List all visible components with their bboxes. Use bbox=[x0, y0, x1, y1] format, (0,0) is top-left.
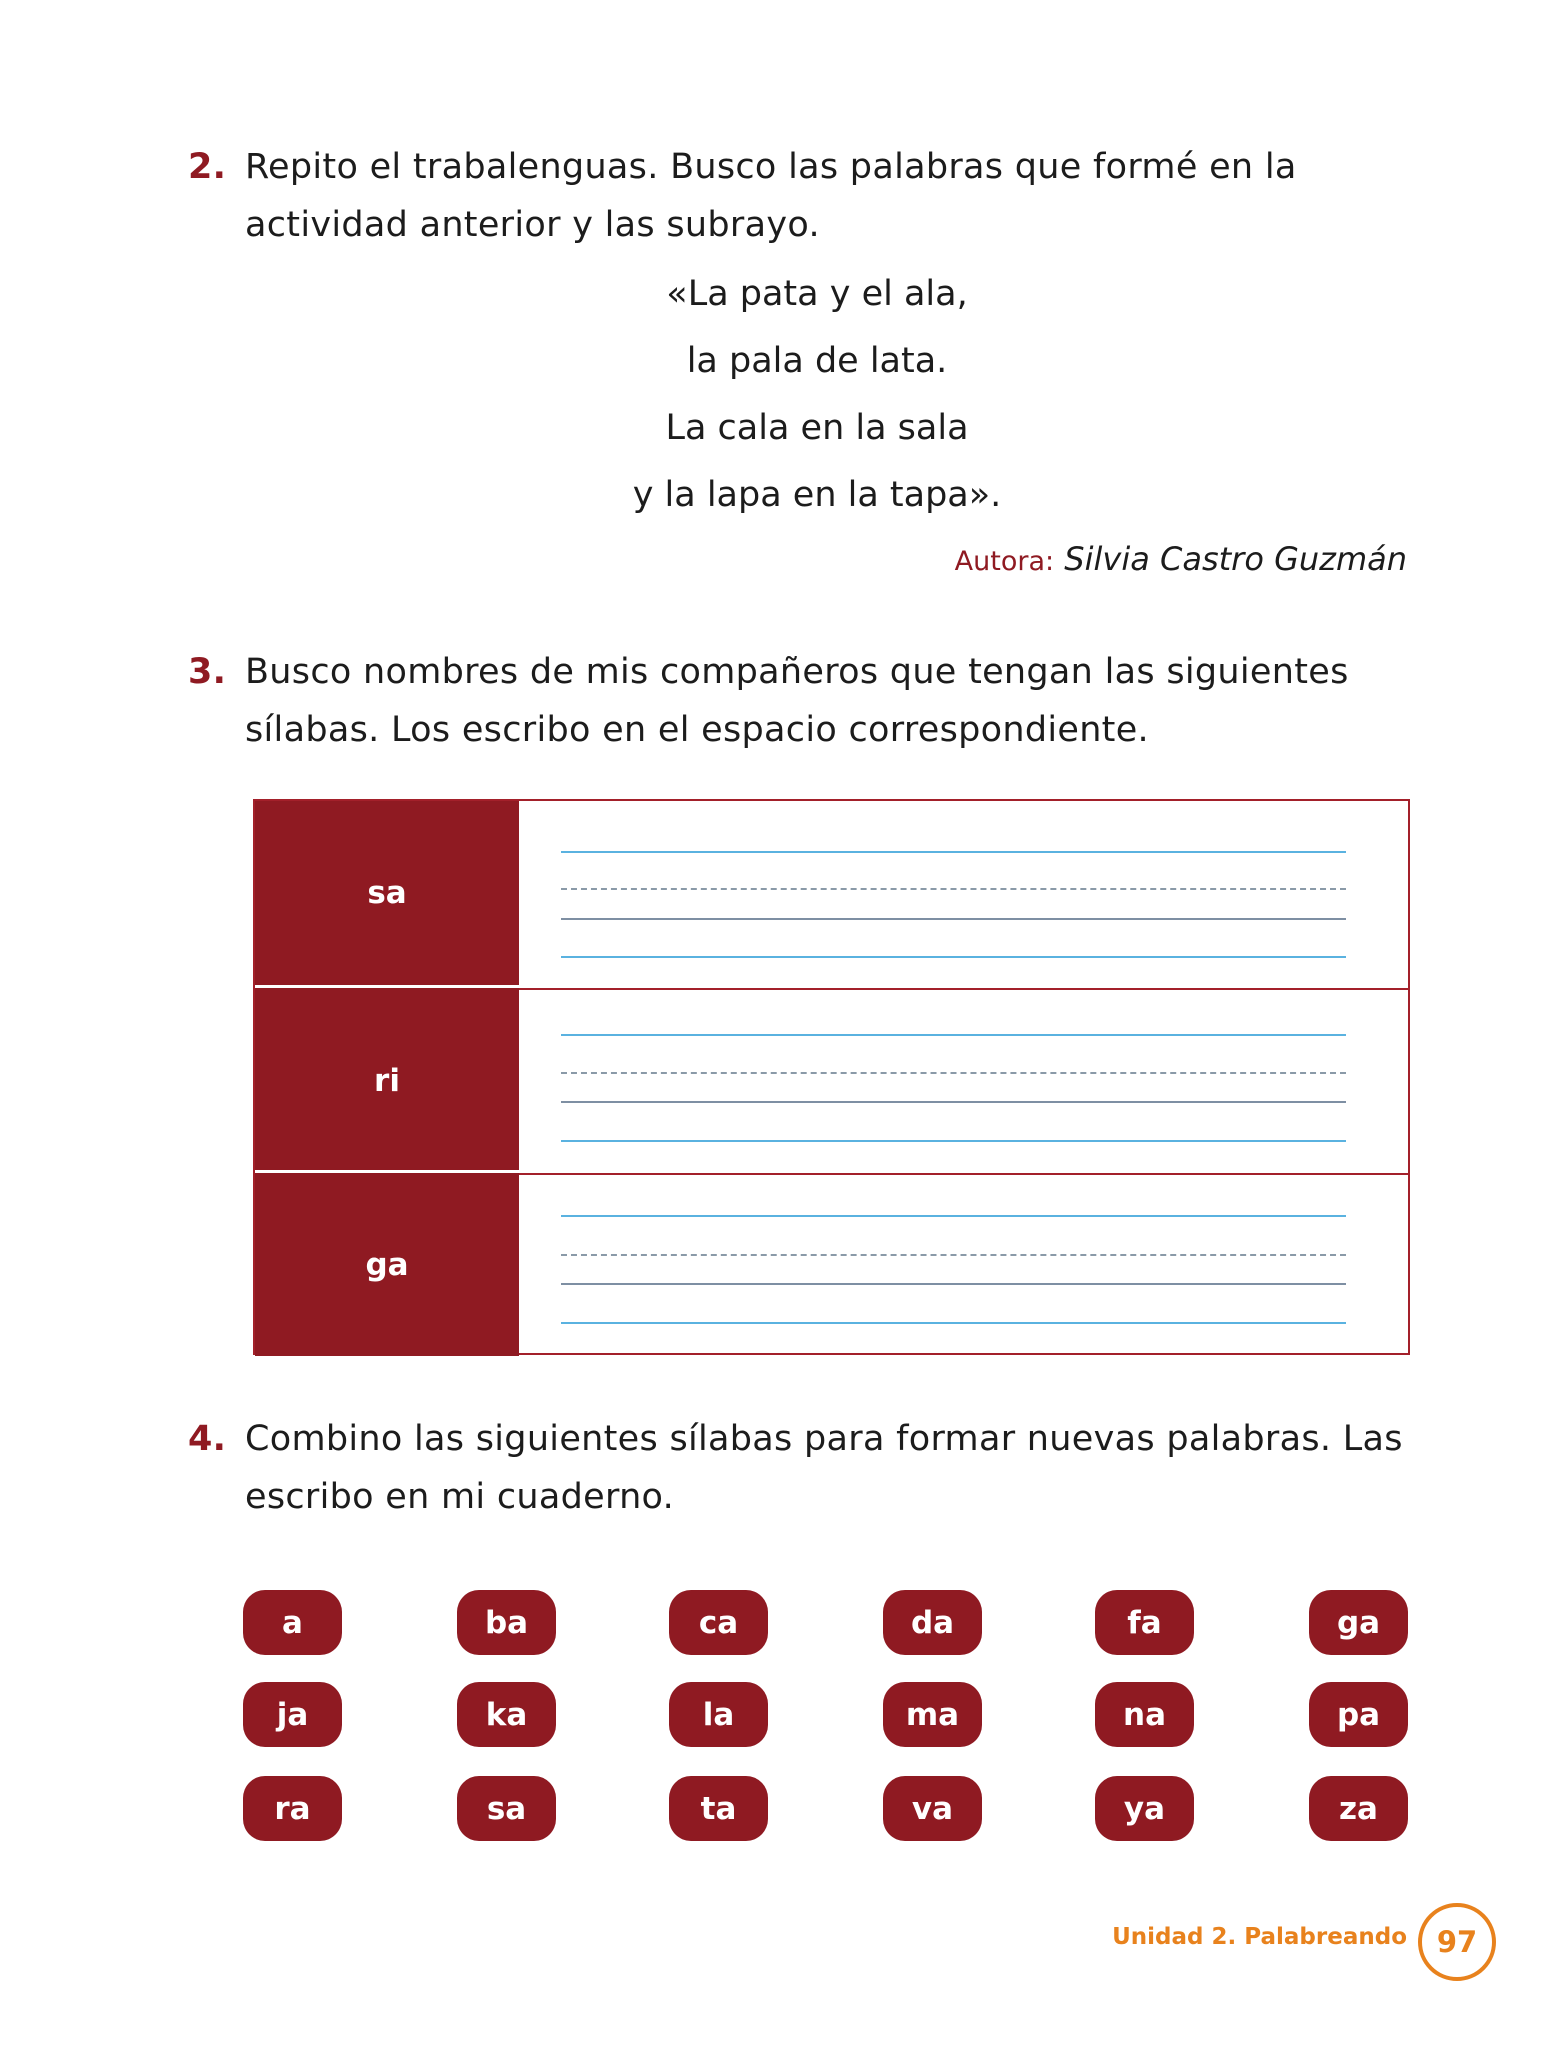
table-row bbox=[255, 801, 1408, 985]
question-text-line: Combino las siguientes sílabas para formar nuevas palabras. Las bbox=[245, 1419, 1403, 1459]
syllable-cell: sa bbox=[255, 801, 519, 985]
syllable-pill: ja bbox=[243, 1682, 342, 1747]
syllable-pill: ba bbox=[457, 1590, 556, 1655]
page-number: 97 bbox=[1418, 1903, 1496, 1981]
writing-area[interactable] bbox=[519, 1173, 1408, 1356]
syllable-pill: ga bbox=[1309, 1590, 1408, 1655]
poem-line: la pala de lata. bbox=[686, 341, 948, 381]
question-4 bbox=[188, 1410, 1425, 1526]
syllable-pill: na bbox=[1095, 1682, 1194, 1747]
writing-area[interactable] bbox=[519, 988, 1408, 1173]
author-credit bbox=[955, 540, 1407, 578]
writing-area[interactable] bbox=[519, 801, 1408, 985]
syllable-pill: ya bbox=[1095, 1776, 1194, 1841]
syllable-pill: ca bbox=[669, 1590, 768, 1655]
syllable-pill: sa bbox=[457, 1776, 556, 1841]
question-2 bbox=[188, 138, 1425, 254]
syllable-pill: ma bbox=[883, 1682, 982, 1747]
unit-title: Unidad 2. Palabreando bbox=[1112, 1924, 1407, 1950]
question-text-line: actividad anterior y las subrayo. bbox=[245, 205, 820, 245]
author-label: Autora: bbox=[954, 546, 1055, 577]
syllable-names-table bbox=[253, 799, 1410, 1355]
question-text-line: Repito el trabalenguas. Busco las palabras que formé en la bbox=[245, 147, 1297, 187]
poem-line: «La pata y el ala, bbox=[666, 274, 968, 314]
question-text-line: sílabas. Los escribo en el espacio correspondiente. bbox=[245, 710, 1149, 750]
syllable-pill: va bbox=[883, 1776, 982, 1841]
question-text-line: Busco nombres de mis compañeros que tengan las siguientes bbox=[245, 652, 1349, 692]
syllable-pill: da bbox=[883, 1590, 982, 1655]
syllable-pill: pa bbox=[1309, 1682, 1408, 1747]
syllable-pill: ra bbox=[243, 1776, 342, 1841]
question-number: 4. bbox=[188, 1419, 227, 1459]
syllable-pill: la bbox=[669, 1682, 768, 1747]
syllable-cell: ga bbox=[255, 1173, 519, 1356]
table-row bbox=[255, 985, 1408, 1173]
question-number: 3. bbox=[188, 652, 227, 692]
syllable-pill: ta bbox=[669, 1776, 768, 1841]
poem-line: y la lapa en la tapa». bbox=[632, 475, 1002, 515]
poem-line: La cala en la sala bbox=[665, 408, 969, 448]
syllable-pill: za bbox=[1309, 1776, 1408, 1841]
author-name: Silvia Castro Guzmán bbox=[1064, 540, 1407, 578]
syllable-pill: fa bbox=[1095, 1590, 1194, 1655]
syllable-cell: ri bbox=[255, 988, 519, 1173]
question-text-line: escribo en mi cuaderno. bbox=[245, 1477, 675, 1517]
syllable-pill: a bbox=[243, 1590, 342, 1655]
question-number: 2. bbox=[188, 147, 227, 187]
question-3 bbox=[188, 643, 1425, 759]
syllable-pill: ka bbox=[457, 1682, 556, 1747]
table-row bbox=[255, 1170, 1408, 1356]
